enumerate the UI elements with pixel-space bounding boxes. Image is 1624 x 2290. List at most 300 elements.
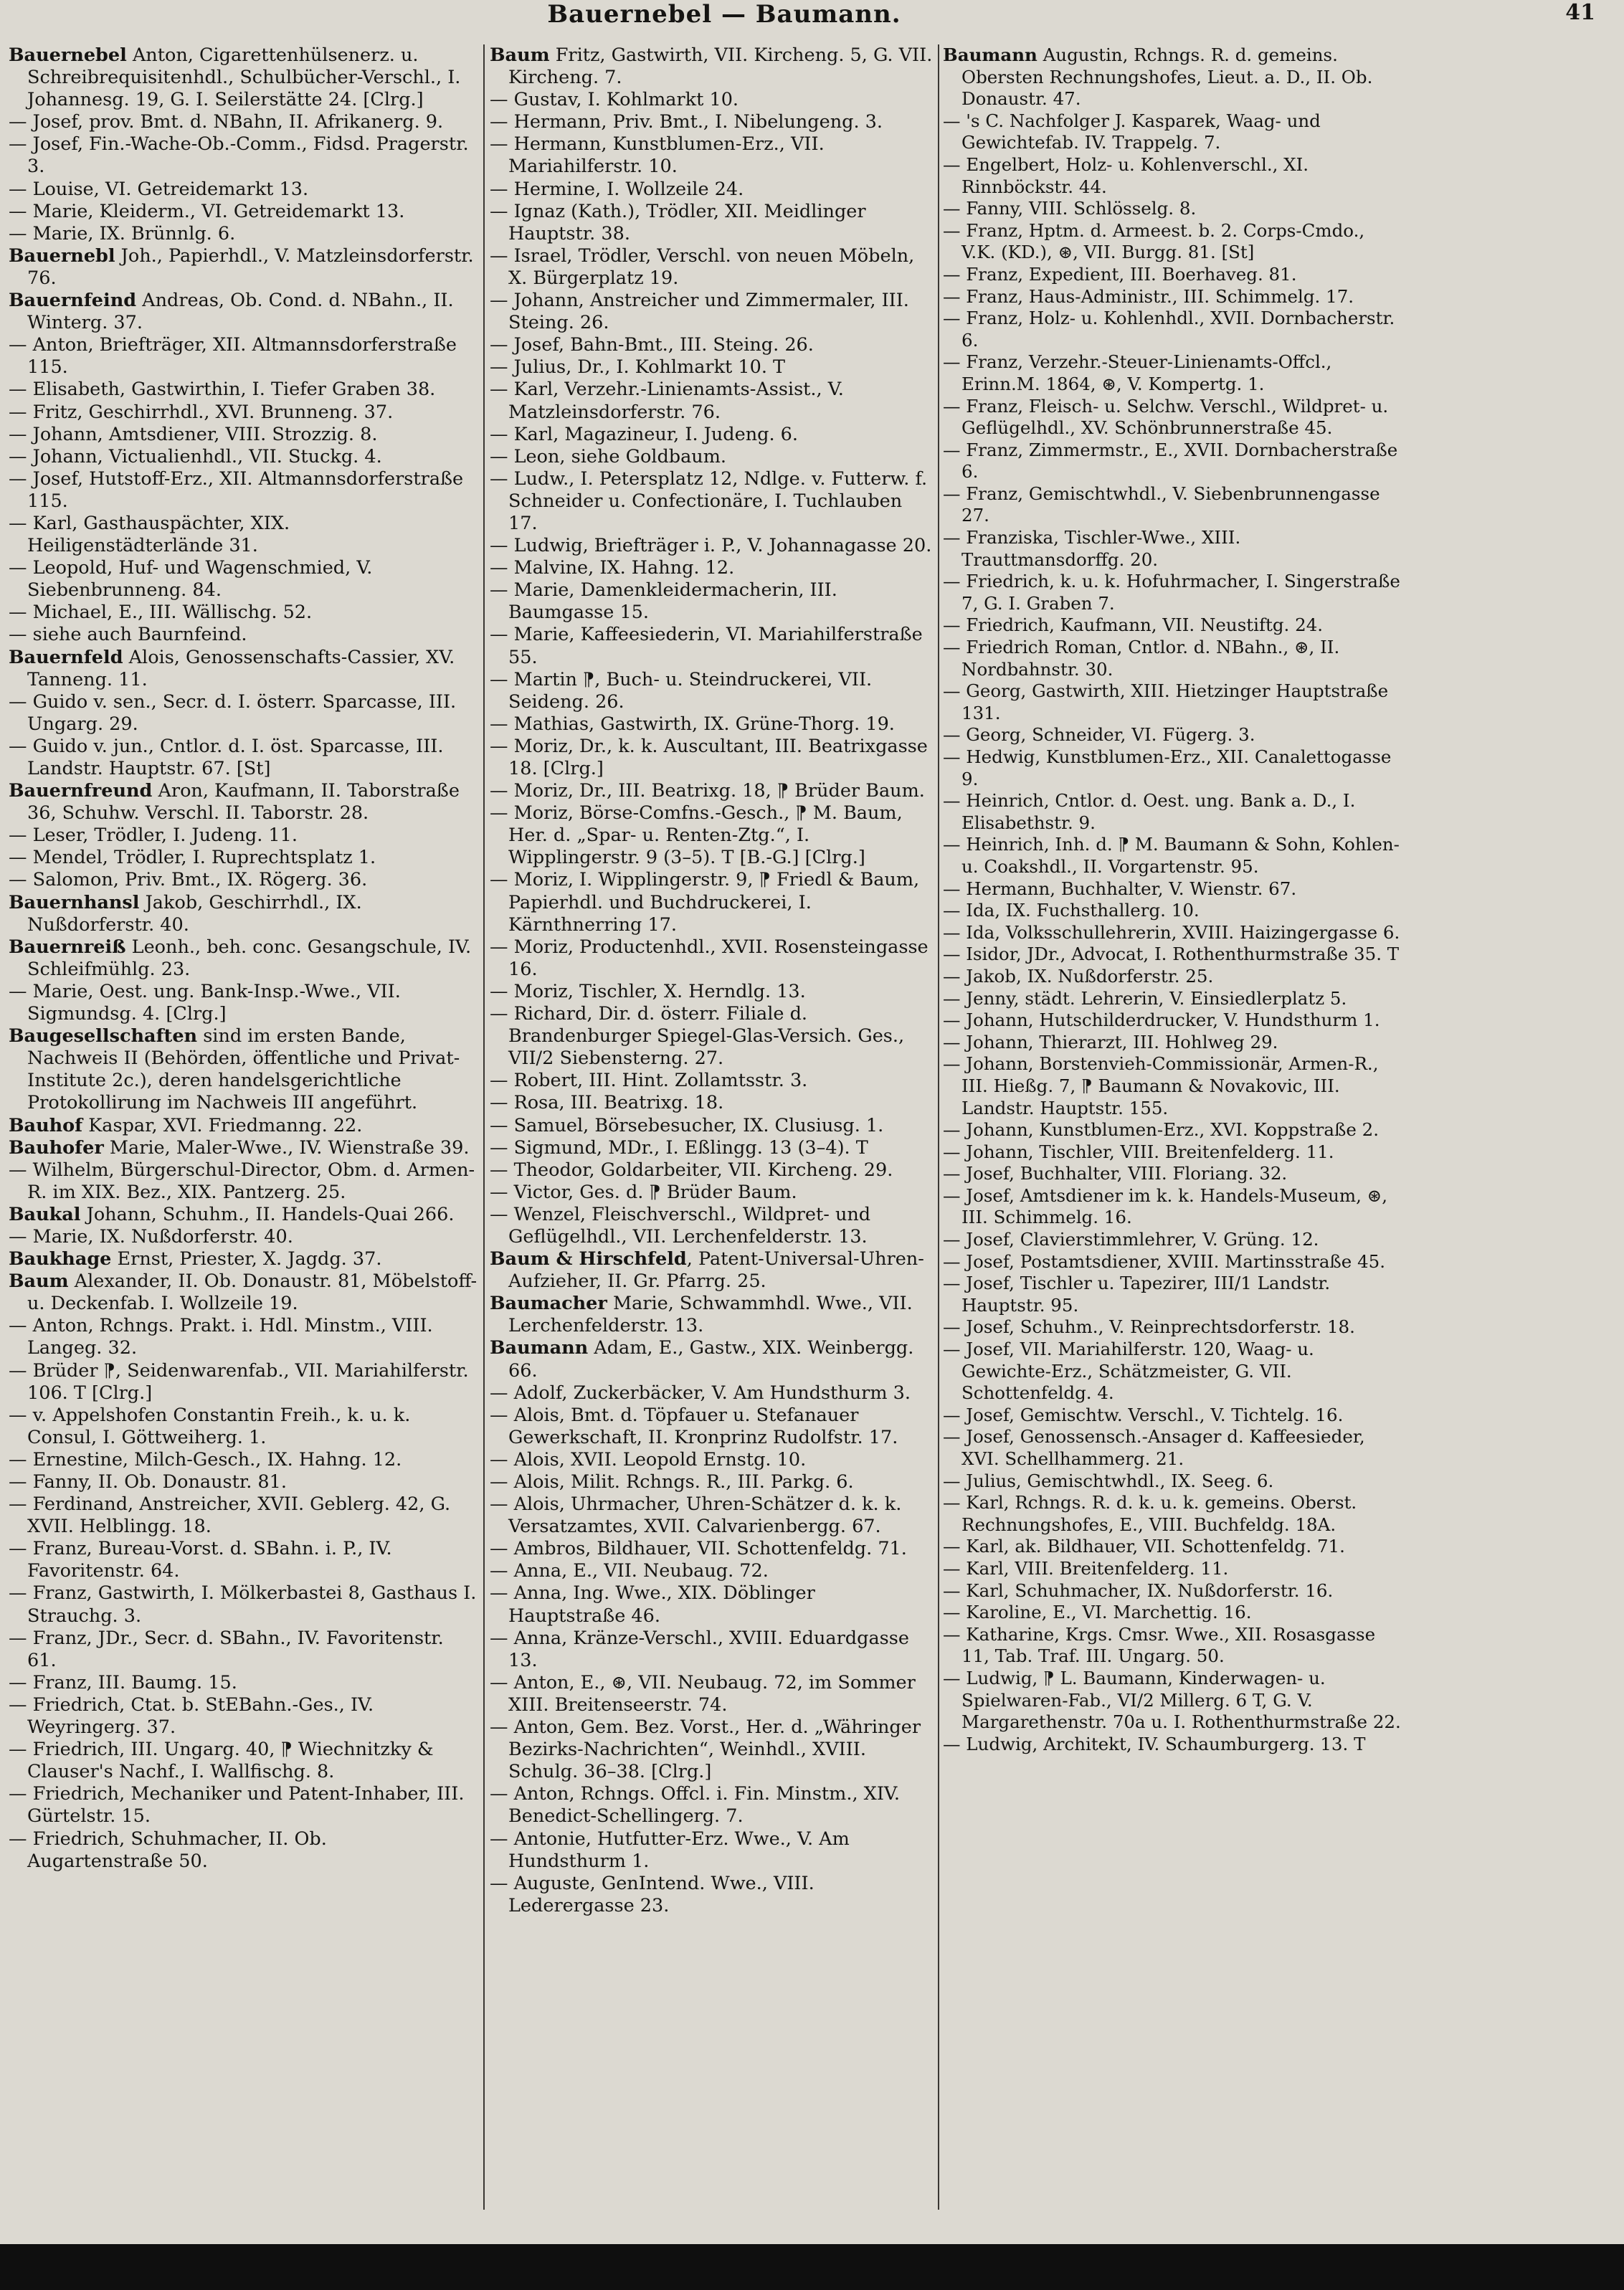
directory-entry — [490, 1471, 934, 1493]
directory-entry — [943, 1492, 1402, 1536]
entry-details: — Moriz, Börse-Comfns.-Gesch., ⁋ M. Baum, Her. d. „Spar- u. Renten-Ztg.“, I. Wipplingerstr. 9 (3–5). T [B.-G.] [Clrg.] — [490, 802, 903, 869]
entry-surname: Bauernreiß — [9, 936, 126, 958]
directory-entry — [9, 1405, 478, 1449]
directory-entry — [9, 847, 478, 869]
entry-surname: Bauernfeind — [9, 290, 137, 312]
entry-details: — Robert, III. Hint. Zollamtsstr. 3. — [490, 1070, 808, 1092]
directory-entry — [9, 1270, 478, 1315]
entry-surname: Bauernhansl — [9, 891, 140, 913]
directory-entry — [943, 1185, 1402, 1229]
entry-details: — Ernestine, Milch-Gesch., IX. Hahng. 12. — [9, 1448, 402, 1471]
directory-entry — [490, 1628, 934, 1672]
directory-entry — [943, 154, 1402, 198]
directory-entry — [490, 669, 934, 713]
directory-entry — [490, 535, 934, 557]
directory-entry — [943, 1053, 1402, 1119]
directory-entry — [490, 936, 934, 981]
entry-details: — Guido v. sen., Secr. d. I. österr. Sparcasse, III. Ungarg. 29. — [9, 690, 457, 735]
entry-details: — Ignaz (Kath.), Trödler, XII. Meidlinger Hauptstr. 38. — [490, 200, 866, 244]
entry-details: Adam, E., Gastw., XIX. Weinbergg. 66. — [508, 1337, 914, 1382]
directory-entry — [9, 936, 478, 981]
directory-entry — [490, 736, 934, 780]
entry-details: — Johann, Victualienhdl., VII. Stuckg. 4. — [9, 445, 382, 467]
page-number: 41 — [1565, 0, 1595, 25]
directory-entry — [943, 746, 1402, 790]
directory-entry — [943, 44, 1402, 110]
directory-entry — [9, 647, 478, 691]
directory-entry — [490, 468, 934, 535]
directory-entry — [943, 637, 1402, 680]
directory-entry — [9, 44, 478, 111]
directory-entry — [490, 1248, 934, 1293]
entry-details: — Josef, Genossensch.-Ansager d. Kaffeesieder, XVI. Schellhammerg. 21. — [943, 1426, 1365, 1469]
directory-entry — [490, 179, 934, 201]
entry-details: — Anton, Briefträger, XII. Altmannsdorferstraße 115. — [9, 334, 457, 379]
entry-details: — Malvine, IX. Hahng. 12. — [490, 557, 735, 579]
entry-details: — Guido v. jun., Cntlor. d. I. öst. Sparcasse, III. Landstr. Hauptstr. 67. [St] — [9, 735, 444, 779]
entry-surname: Bauhof — [9, 1114, 83, 1136]
directory-entry — [490, 424, 934, 446]
entry-surname: Baum & Hirschfeld — [490, 1248, 687, 1270]
entry-details: — Franziska, Tischler-Wwe., XIII. Trauttmansdorffg. 20. — [943, 527, 1241, 570]
directory-entry — [490, 1204, 934, 1248]
column-1 — [9, 44, 478, 2238]
directory-entry — [490, 624, 934, 668]
directory-entry — [490, 334, 934, 356]
entry-details: Jakob, Geschirrhdl., IX. Nußdorferstr. 40. — [27, 891, 362, 936]
directory-entry — [943, 308, 1402, 351]
entry-details: — Hermine, I. Wollzeile 24. — [490, 178, 744, 200]
directory-entry — [490, 1092, 934, 1114]
entry-details: — Johann, Borstenvieh-Commissionär, Armen-R., III. Hießg. 7, ⁋ Baumann & Novakovic, III. Landstr. Hauptstr. 155. — [943, 1053, 1379, 1118]
directory-entry — [943, 1141, 1402, 1164]
entry-details: Alois, Genossenschafts-Cassier, XV. Tanneng. 11. — [27, 646, 455, 690]
directory-entry — [9, 624, 478, 646]
entry-details: — Heinrich, Cntlor. d. Oest. ung. Bank a. D., I. Elisabethstr. 9. — [943, 790, 1356, 833]
directory-entry — [9, 1628, 478, 1672]
entry-details: — Friedrich Roman, Cntlor. d. NBahn., ⊛, II. Nordbahnstr. 30. — [943, 637, 1340, 680]
directory-entry — [9, 1694, 478, 1739]
entry-details: Leonh., beh. conc. Gesangschule, IV. Schleifmühlg. 23. — [27, 936, 472, 980]
entry-details: — Hermann, Kunstblumen-Erz., VII. Mariahilferstr. 10. — [490, 133, 825, 178]
entry-details: — Engelbert, Holz- u. Kohlenverschl., XI. Rinnböckstr. 44. — [943, 153, 1309, 197]
directory-entry — [9, 780, 478, 825]
entry-details: — Johann, Anstreicher und Zimmermaler, III. Steing. 26. — [490, 290, 909, 334]
entry-details: — Friedrich, k. u. k. Hofuhrmacher, I. Singerstraße 7, G. I. Graben 7. — [943, 571, 1400, 614]
entry-details: — Franz, Haus-Administr., III. Schimmelg. 17. — [943, 285, 1354, 307]
entry-details: — 's C. Nachfolger J. Kasparek, Waag- und Gewichtefab. IV. Trappelg. 7. — [943, 110, 1321, 153]
entry-details: — Ludwig, ⁋ L. Baumann, Kinderwagen- u. Spielwaren-Fab., VI/2 Millerg. 6 T, G. V. Margarethenstr. 70a u. I. Rothenthurmstraße 22. — [943, 1667, 1401, 1733]
entry-details: — Marie, IX. Brünnlg. 6. — [9, 222, 236, 244]
directory-entry — [943, 198, 1402, 220]
directory-entry — [490, 1873, 934, 1917]
entry-details: — Samuel, Börsebesucher, IX. Clusiusg. 1. — [490, 1114, 884, 1136]
column-2 — [490, 44, 934, 2238]
directory-entry — [943, 571, 1402, 614]
entry-details: — Moriz, Productenhdl., XVII. Rosensteingasse 16. — [490, 936, 929, 980]
entry-details: — Hedwig, Kunstblumen-Erz., XII. Canalettogasse 9. — [943, 746, 1392, 789]
directory-entry — [9, 1226, 478, 1248]
entry-details: — Franz, Gastwirth, I. Mölkerbastei 8, Gasthaus I. Strauchg. 3. — [9, 1582, 477, 1627]
directory-entry — [943, 110, 1402, 154]
directory-entry — [490, 1293, 934, 1337]
directory-entry — [9, 334, 478, 379]
entry-details: — Anton, Gem. Bez. Vorst., Her. d. „Währinger Bezirks-Nachrichten“, Weinhdl., XVIII. Schulg. 36–38. [Clrg.] — [490, 1716, 921, 1783]
directory-entry — [9, 1672, 478, 1694]
directory-entry — [9, 736, 478, 780]
directory-entry — [490, 356, 934, 379]
directory-entry — [943, 220, 1402, 264]
directory-entry — [9, 892, 478, 936]
directory-entry — [490, 1828, 934, 1873]
directory-entry — [9, 424, 478, 446]
entry-details: — Franz, Gemischtwhdl., V. Siebenbrunnengasse 27. — [943, 483, 1380, 526]
directory-entry — [943, 1273, 1402, 1316]
entry-details: — Josef, Hutstoff-Erz., XII. Altmannsdorferstraße 115. — [9, 467, 464, 512]
directory-entry — [490, 1493, 934, 1538]
entry-details: — Josef, Tischler u. Tapezirer, III/1 Landstr. Hauptstr. 95. — [943, 1273, 1331, 1316]
entry-details: — Friedrich, Schuhmacher, II. Ob. Augartenstraße 50. — [9, 1828, 327, 1872]
entry-surname: Baumann — [490, 1337, 589, 1359]
directory-entry — [943, 1471, 1402, 1493]
entry-details: — Josef, Fin.-Wache-Ob.-Comm., Fidsd. Pragerstr. 3. — [9, 133, 469, 178]
directory-entry — [943, 396, 1402, 440]
entry-details: — Karl, Magazineur, I. Judeng. 6. — [490, 423, 799, 445]
directory-entry — [9, 290, 478, 334]
directory-entry — [9, 1204, 478, 1226]
entry-details: — Wilhelm, Bürgerschul-Director, Obm. d. Armen-R. im XIX. Bez., XIX. Pantzerg. 25. — [9, 1159, 475, 1203]
entry-details: — Sigmund, MDr., I. Eßlingg. 13 (3–4). T — [490, 1136, 868, 1159]
entry-surname: Baukal — [9, 1203, 81, 1225]
entry-details: — Karl, VIII. Breitenfelderg. 11. — [943, 1557, 1229, 1579]
entry-details: — Josef, Clavierstimmlehrer, V. Grüng. 12. — [943, 1229, 1319, 1250]
entry-details: — Johann, Amtsdiener, VIII. Strozzig. 8. — [9, 423, 378, 445]
entry-details: — Josef, Buchhalter, VIII. Floriang. 32. — [943, 1163, 1288, 1184]
entry-details: — Johann, Tischler, VIII. Breitenfelderg. 11. — [943, 1141, 1334, 1162]
directory-entry — [490, 869, 934, 936]
entry-details: — Jenny, städt. Lehrerin, V. Einsiedlerplatz 5. — [943, 987, 1347, 1009]
entry-details: — Johann, Kunstblumen-Erz., XVI. Koppstraße 2. — [943, 1119, 1379, 1141]
directory-entry — [490, 1182, 934, 1204]
entry-details: — Friedrich, III. Ungarg. 40, ⁋ Wiechnitzky & Clauser's Nachf., I. Wallfischg. 8. — [9, 1739, 434, 1783]
directory-entry — [490, 1115, 934, 1137]
directory-entry — [9, 691, 478, 736]
directory-entry — [490, 1716, 934, 1783]
entry-details: — Alois, Milit. Rchngs. R., III. Parkg. 6. — [490, 1471, 854, 1493]
entry-details: — Mendel, Trödler, I. Ruprechtsplatz 1. — [9, 847, 376, 869]
directory-entry — [490, 446, 934, 468]
entry-details: — Rosa, III. Beatrixg. 18. — [490, 1092, 724, 1114]
entry-details: — Isidor, JDr., Advocat, I. Rothenthurmstraße 35. T — [943, 944, 1400, 965]
directory-entry — [490, 780, 934, 802]
entry-details: — Mathias, Gastwirth, IX. Grüne-Thorg. 19. — [490, 713, 895, 735]
directory-entry — [943, 264, 1402, 286]
directory-entry — [9, 513, 478, 557]
directory-entry — [490, 133, 934, 178]
directory-entry — [9, 179, 478, 201]
directory-entry — [490, 802, 934, 869]
directory-entry — [490, 245, 934, 290]
entry-details: — Marie, Damenkleidermacherin, III. Baumgasse 15. — [490, 579, 837, 624]
entry-details: — Brüder ⁋, Seidenwarenfab., VII. Mariahilferstr. 106. T [Clrg.] — [9, 1359, 469, 1404]
entry-surname: Bauhofer — [9, 1136, 104, 1159]
directory-entry — [943, 1558, 1402, 1580]
directory-entry — [9, 1315, 478, 1359]
directory-entry — [490, 1070, 934, 1092]
directory-entry — [9, 1582, 478, 1627]
entry-details: — Franz, Verzehr.-Steuer-Linienamts-Offcl., Erinn.M. 1864, ⊛, V. Kompertg. 1. — [943, 351, 1332, 394]
entry-details: — Josef, Gemischtw. Verschl., V. Tichtelg. 16. — [943, 1404, 1344, 1425]
entry-details: — Georg, Gastwirth, XIII. Hietzinger Hauptstraße 131. — [943, 680, 1389, 723]
directory-entry — [9, 133, 478, 178]
entry-details: — Anna, Kränze-Verschl., XVIII. Eduardgasse 13. — [490, 1627, 909, 1671]
entry-details: — Josef, prov. Bmt. d. NBahn, II. Afrikanerg. 9. — [9, 111, 444, 133]
entry-details: — Katharine, Krgs. Cmsr. Wwe., XII. Rosasgasse 11, Tab. Traf. III. Ungarg. 50. — [943, 1623, 1376, 1667]
directory-entry — [490, 981, 934, 1003]
directory-entry — [943, 944, 1402, 966]
entry-details: — Leser, Trödler, I. Judeng. 11. — [9, 825, 298, 847]
directory-entry — [490, 557, 934, 579]
entry-details: — Alois, Uhrmacher, Uhren-Schätzer d. k. k. Versatzamtes, XVII. Calvarienbergg. 67. — [490, 1493, 902, 1538]
entry-details: — Marie, IX. Nußdorferstr. 40. — [9, 1225, 293, 1248]
entry-details: — Ludwig, Briefträger i. P., V. Johannagasse 20. — [490, 535, 932, 557]
directory-entry — [9, 1538, 478, 1582]
entry-surname: Baukhage — [9, 1248, 112, 1270]
directory-entry — [9, 379, 478, 401]
entry-details: — Theodor, Goldarbeiter, VII. Kircheng. 29. — [490, 1159, 893, 1181]
directory-entry — [943, 1339, 1402, 1405]
entry-details: — Franz, Fleisch- u. Selchw. Verschl., Wildpret- u. Geflügelhdl., XV. Schönbrunnerstraße 45. — [943, 395, 1389, 439]
scan-border — [0, 2244, 1624, 2290]
directory-entry — [490, 1337, 934, 1382]
entry-details: Marie, Maler-Wwe., IV. Wienstraße 39. — [103, 1136, 470, 1159]
directory-entry — [490, 201, 934, 245]
directory-entry — [943, 1009, 1402, 1032]
entry-details: — Victor, Ges. d. ⁋ Brüder Baum. — [490, 1181, 797, 1203]
entry-details: Ernst, Priester, X. Jagdg. 37. — [111, 1248, 382, 1270]
entry-details: — Gustav, I. Kohlmarkt 10. — [490, 89, 739, 111]
directory-entry — [9, 981, 478, 1025]
entry-details: — Franz, JDr., Secr. d. SBahn., IV. Favoritenstr. 61. — [9, 1627, 444, 1671]
entry-details: Kaspar, XVI. Friedmanng. 22. — [82, 1114, 363, 1136]
directory-entry — [943, 527, 1402, 571]
directory-entry — [9, 223, 478, 245]
entry-details: — Franz, Bureau-Vorst. d. SBahn. i. P., IV. Favoritenstr. 64. — [9, 1538, 392, 1582]
directory-entry — [490, 1783, 934, 1828]
directory-entry — [943, 483, 1402, 527]
entry-details: — Adolf, Zuckerbäcker, V. Am Hundsthurm 3. — [490, 1382, 911, 1404]
directory-entry — [9, 1828, 478, 1873]
entry-details: — Franz, Holz- u. Kohlenhdl., XVII. Dornbacherstr. 6. — [943, 308, 1395, 351]
entry-details: — Moriz, I. Wipplingerstr. 9, ⁋ Friedl & Baum, Papierhdl. und Buchdruckerei, I. Kärnthnerring 17. — [490, 869, 920, 936]
directory-entry — [943, 614, 1402, 637]
entry-details: — Anna, E., VII. Neubaug. 72. — [490, 1560, 769, 1582]
directory-entry — [943, 351, 1402, 395]
directory-entry — [943, 878, 1402, 901]
entry-surname: Bauernfeld — [9, 646, 123, 668]
directory-entry — [9, 1493, 478, 1538]
directory-entry — [943, 988, 1402, 1010]
directory-entry — [490, 713, 934, 736]
directory-entry — [9, 1159, 478, 1204]
entry-details: — Alois, Bmt. d. Töpfauer u. Stefanauer Gewerkschaft, II. Kronprinz Rudolfstr. 17. — [490, 1404, 898, 1448]
entry-details: — Franz, Zimmermstr., E., XVII. Dornbacherstraße 6. — [943, 439, 1398, 483]
entry-details: — Josef, Postamtsdiener, XVIII. Martinsstraße 45. — [943, 1250, 1386, 1272]
entry-surname: Baugesellschaften — [9, 1025, 198, 1047]
directory-entry — [9, 1360, 478, 1405]
entry-details: — Anna, Ing. Wwe., XIX. Döblinger Hauptstraße 46. — [490, 1582, 815, 1627]
directory-entry — [943, 1316, 1402, 1339]
entry-details: — Ferdinand, Anstreicher, XVII. Geblerg. 42, G. XVII. Helblingg. 18. — [9, 1493, 451, 1538]
entry-details: Andreas, Ob. Cond. d. NBahn., II. Winterg. 37. — [27, 290, 454, 334]
directory-entry — [490, 1382, 934, 1405]
directory-entry — [490, 1672, 934, 1716]
entry-details: Alexander, II. Ob. Donaustr. 81, Möbelstoff- u. Deckenfab. I. Wollzeile 19. — [27, 1270, 478, 1315]
entry-details: — Josef, Bahn-Bmt., III. Steing. 26. — [490, 334, 814, 356]
entry-details: — Marie, Oest. ung. Bank-Insp.-Wwe., VII. Sigmundsg. 4. [Clrg.] — [9, 980, 401, 1025]
entry-details: — Marie, Kaffeesiederin, VI. Mariahilferstraße 55. — [490, 624, 923, 668]
directory-entry — [490, 579, 934, 624]
entry-details: — Julius, Gemischtwhdl., IX. Seeg. 6. — [943, 1470, 1274, 1491]
entry-details: — Josef, VII. Mariahilferstr. 120, Waag- u. Gewichte-Erz., Schätzmeister, G. VII. Schottenfeldg. 4. — [943, 1339, 1314, 1404]
directory-entry — [9, 111, 478, 133]
directory-entry — [943, 790, 1402, 834]
directory-entry — [943, 1032, 1402, 1054]
entry-details: — Martin ⁋, Buch- u. Steindruckerei, VII. Seideng. 26. — [490, 668, 873, 713]
entry-surname: Bauernfreund — [9, 780, 153, 802]
entry-details: Johann, Schuhm., II. Handels-Quai 266. — [80, 1203, 455, 1225]
directory-entry — [9, 446, 478, 468]
entry-details: — Wenzel, Fleischverschl., Wildpret- und Geflügelhdl., VII. Lerchenfelderstr. 13. — [490, 1203, 871, 1248]
entry-details: — Fanny, II. Ob. Donaustr. 81. — [9, 1471, 287, 1493]
directory-entry — [490, 290, 934, 334]
entry-details: — Ambros, Bildhauer, VII. Schottenfeldg. 71. — [490, 1538, 907, 1560]
directory-entry — [490, 1159, 934, 1182]
entry-details: Aron, Kaufmann, II. Taborstraße 36, Schuhw. Verschl. II. Taborstr. 28. — [27, 780, 460, 825]
directory-entry — [9, 1783, 478, 1828]
directory-entry — [9, 869, 478, 891]
entry-details: — Anton, Rchngs. Offcl. i. Fin. Minstm., XIV. Benedict-Schellingerg. 7. — [490, 1783, 900, 1828]
column-divider — [938, 44, 939, 2210]
directory-entry — [9, 825, 478, 847]
directory-entry — [9, 245, 478, 290]
entry-details: — v. Appelshofen Constantin Freih., k. u. k. Consul, I. Göttweiherg. 1. — [9, 1404, 411, 1448]
running-title: Bauernebel — Baumann. — [547, 0, 901, 29]
directory-entry — [490, 89, 934, 111]
entry-details: — Antonie, Hutfutter-Erz. Wwe., V. Am Hundsthurm 1. — [490, 1828, 850, 1872]
entry-details: sind im ersten Bande, Nachweis II (Behörden, öffentliche und Privat-Institute 2c.), deren handelsgerichtliche Protokollirung im Nachweis III angeführt. — [27, 1025, 460, 1114]
entry-surname: Bauernebl — [9, 244, 115, 267]
directory-entry — [943, 900, 1402, 922]
entry-details: — Johann, Hutschilderdrucker, V. Hundsthurm 1. — [943, 1009, 1380, 1031]
directory-entry — [490, 1538, 934, 1560]
entry-details: — Karl, Gasthauspächter, XIX. Heiligenstädterlände 31. — [9, 512, 290, 557]
directory-entry — [943, 440, 1402, 483]
column-3 — [943, 44, 1402, 2238]
entry-details: — Johann, Thierarzt, III. Hohlweg 29. — [943, 1031, 1278, 1053]
directory-entry — [9, 557, 478, 602]
directory-entry — [9, 1739, 478, 1783]
directory-entry — [943, 1734, 1402, 1756]
entry-details: — Leon, siehe Goldbaum. — [490, 445, 727, 467]
directory-entry — [943, 680, 1402, 724]
entry-details: — Anton, E., ⊛, VII. Neubaug. 72, im Sommer XIII. Breitenseerstr. 74. — [490, 1671, 916, 1716]
entry-details: — Georg, Schneider, VI. Fügerg. 3. — [943, 724, 1255, 746]
entry-details: Augustin, Rchngs. R. d. gemeins. Obersten Rechnungshofes, Lieut. a. D., II. Ob. Donaustr. 47. — [961, 44, 1373, 110]
entry-details: — Franz, Hptm. d. Armeest. b. 2. Corps-Cmdo., V.K. (KD.), ⊛, VII. Burgg. 81. [St] — [943, 219, 1365, 263]
directory-entry — [943, 1405, 1402, 1427]
directory-entry — [490, 1405, 934, 1449]
directory-entry — [943, 724, 1402, 746]
entry-details: Fritz, Gastwirth, VII. Kircheng. 5, G. VII. Kircheng. 7. — [508, 44, 933, 89]
directory-entry — [943, 1251, 1402, 1273]
entry-details: — Hermann, Buchhalter, V. Wienstr. 67. — [943, 878, 1297, 899]
directory-entry — [9, 468, 478, 513]
entry-details: — Friedrich, Ctat. b. StEBahn.-Ges., IV. Weyringerg. 37. — [9, 1693, 374, 1739]
directory-entry — [9, 1025, 478, 1114]
entry-details: — Alois, XVII. Leopold Ernstg. 10. — [490, 1448, 807, 1471]
entry-details: — Jakob, IX. Nußdorferstr. 25. — [943, 965, 1214, 987]
entry-details: — Auguste, GenIntend. Wwe., VIII. Lederergasse 23. — [490, 1872, 815, 1916]
entry-details: — Karoline, E., VI. Marchettig. 16. — [943, 1602, 1252, 1623]
directory-entry — [490, 1137, 934, 1159]
directory-entry — [490, 1560, 934, 1582]
column-divider — [483, 44, 485, 2210]
entry-details: , Patent-Universal-Uhren-Aufzieher, II. Gr. Pfarrg. 25. — [508, 1248, 924, 1293]
directory-entry — [9, 1137, 478, 1159]
entry-details: — Moriz, Dr., III. Beatrixg. 18, ⁋ Brüder Baum. — [490, 780, 925, 802]
directory-entry — [943, 1119, 1402, 1141]
entry-details: — Michael, E., III. Wällischg. 52. — [9, 602, 313, 624]
entry-details: — Karl, Schuhmacher, IX. Nußdorferstr. 16. — [943, 1579, 1334, 1601]
entry-details: Anton, Cigarettenhülsenerz. u. Schreibrequisitenhdl., Schulbücher-Verschl., I. Johannesg. 19, G. I. Seilerstätte 24. [Clrg.] — [27, 44, 461, 111]
entry-details: — Fritz, Geschirrhdl., XVI. Brunneng. 37. — [9, 401, 394, 423]
entry-details: — Salomon, Priv. Bmt., IX. Rögerg. 36. — [9, 869, 368, 891]
directory-entry — [943, 286, 1402, 308]
directory-entry — [9, 1449, 478, 1471]
entry-details: — Moriz, Dr., k. k. Auscultant, III. Beatrixgasse 18. [Clrg.] — [490, 735, 928, 779]
directory-entry — [490, 111, 934, 133]
entry-details: — Karl, Verzehr.-Linienamts-Assist., V. Matzleinsdorferstr. 76. — [490, 379, 844, 423]
entry-details: — Hermann, Priv. Bmt., I. Nibelungeng. 3. — [490, 111, 883, 133]
entry-details: — Friedrich, Mechaniker und Patent-Inhaber, III. Gürtelstr. 15. — [9, 1783, 465, 1828]
page-header — [0, 0, 1624, 32]
directory-entry — [943, 1229, 1402, 1251]
entry-details: — Ida, IX. Fuchsthallerg. 10. — [943, 900, 1200, 921]
directory-entry — [943, 966, 1402, 988]
entry-surname: Baumacher — [490, 1293, 607, 1315]
entry-details: Joh., Papierhdl., V. Matzleinsdorferstr. 76. — [27, 244, 474, 289]
entry-details: — Richard, Dir. d. österr. Filiale d. Brandenburger Spiegel-Glas-Versich. Ges., VII/2 Siebensterng. 27. — [490, 1003, 905, 1070]
entry-details: — Ida, Volksschullehrerin, XVIII. Haizingergasse 6. — [943, 921, 1400, 943]
entry-surname: Baumann — [943, 44, 1037, 65]
entry-details: — siehe auch Baurnfeind. — [9, 624, 247, 646]
directory-entry — [943, 1580, 1402, 1602]
directory-entry — [9, 1115, 478, 1137]
directory-entry — [943, 1602, 1402, 1624]
directory-entry — [490, 44, 934, 89]
entry-details: — Friedrich, Kaufmann, VII. Neustiftg. 24. — [943, 614, 1324, 636]
directory-entry — [943, 1536, 1402, 1558]
directory-entry — [943, 1426, 1402, 1470]
entry-details: — Moriz, Tischler, X. Herndlg. 13. — [490, 980, 806, 1002]
entry-details: — Marie, Kleiderm., VI. Getreidemarkt 13. — [9, 200, 405, 222]
entry-details: — Ludw., I. Petersplatz 12, Ndlge. v. Futterw. f. Schneider u. Confectionäre, I. Tuchlauben 17. — [490, 467, 928, 534]
entry-details: — Leopold, Huf- und Wagenschmied, V. Siebenbrunneng. 84. — [9, 557, 373, 602]
entry-details: — Franz, Expedient, III. Boerhaveg. 81. — [943, 263, 1297, 285]
directory-entry — [943, 1163, 1402, 1185]
directory-entry — [9, 201, 478, 223]
